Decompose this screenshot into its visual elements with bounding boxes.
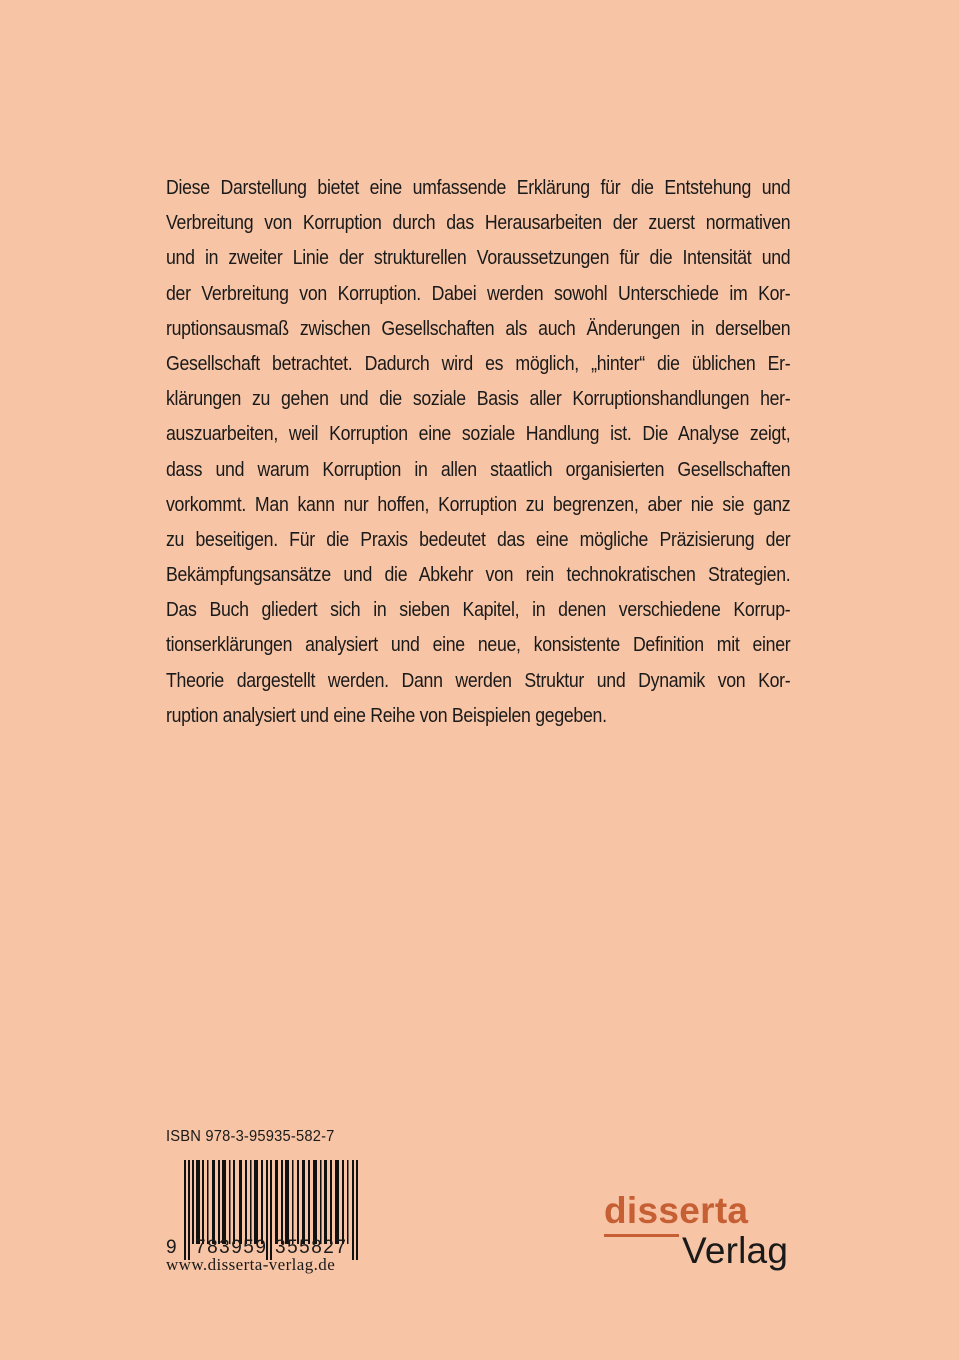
description-line-6: Gesellschaft betrachtet. Dadurch wird es möglich, „hinter“ die üblichen Er-	[166, 351, 791, 375]
description-line-4: der Verbreitung von Korruption. Dabei werden sowohl Unterschiede im Kor-	[166, 281, 791, 305]
description-line-7: klärungen zu gehen und die soziale Basis aller Korruptionshandlungen her-	[166, 387, 791, 411]
description-line-14: tionserklärungen analysiert und eine neue, konsistente Definition mit einer	[166, 633, 791, 657]
description-line-5: ruptionsausmaß zwischen Gesellschaften als auch Änderungen in derselben	[166, 316, 791, 340]
description-line-8: auszuarbeiten, weil Korruption eine soziale Handlung ist. Die Analyse zeigt,	[166, 422, 791, 446]
barcode-left-group: 783959	[195, 1237, 268, 1258]
description-line-10: vorkommt. Man kann nur hoffen, Korruption zu begrenzen, aber nie sie ganz	[166, 492, 791, 516]
barcode-lead-digit: 9	[166, 1237, 179, 1258]
publisher-logo-disserta: disserta	[604, 1190, 749, 1231]
barcode-right-group: 355827	[275, 1237, 348, 1258]
book-description	[166, 170, 790, 733]
publisher-website: www.disserta-verlag.de	[166, 1255, 336, 1274]
description-line-11: zu beseitigen. Für die Praxis bedeutet das eine mögliche Präzisierung der	[166, 527, 791, 551]
publisher-logo-rule	[604, 1234, 679, 1237]
description-line-16: ruption analysiert und eine Reihe von Beispielen gegeben.	[166, 703, 607, 727]
description-line-3: und in zweiter Linie der strukturellen Voraussetzungen für die Intensität und	[166, 246, 791, 270]
description-line-2: Verbreitung von Korruption durch das Herausarbeiten der zuerst normativen	[166, 211, 791, 235]
publisher-logo	[604, 1190, 794, 1276]
description-line-13: Das Buch gliedert sich in sieben Kapitel, in denen verschiedene Korrup-	[166, 598, 791, 622]
publisher-logo-verlag: Verlag	[682, 1230, 789, 1271]
description-line-1: Diese Darstellung bietet eine umfassende Erklärung für die Entstehung und	[166, 176, 791, 199]
description-line-15: Theorie dargestellt werden. Dann werden Struktur und Dynamik von Kor-	[166, 668, 791, 692]
isbn-label: ISBN 978-3-95935-582-7	[166, 1128, 335, 1145]
description-line-12: Bekämpfungsansätze und die Abkehr von rein technokratischen Strategien.	[166, 563, 791, 587]
description-line-9: dass und warum Korruption in allen staatlich organisierten Gesellschaften	[166, 457, 791, 481]
